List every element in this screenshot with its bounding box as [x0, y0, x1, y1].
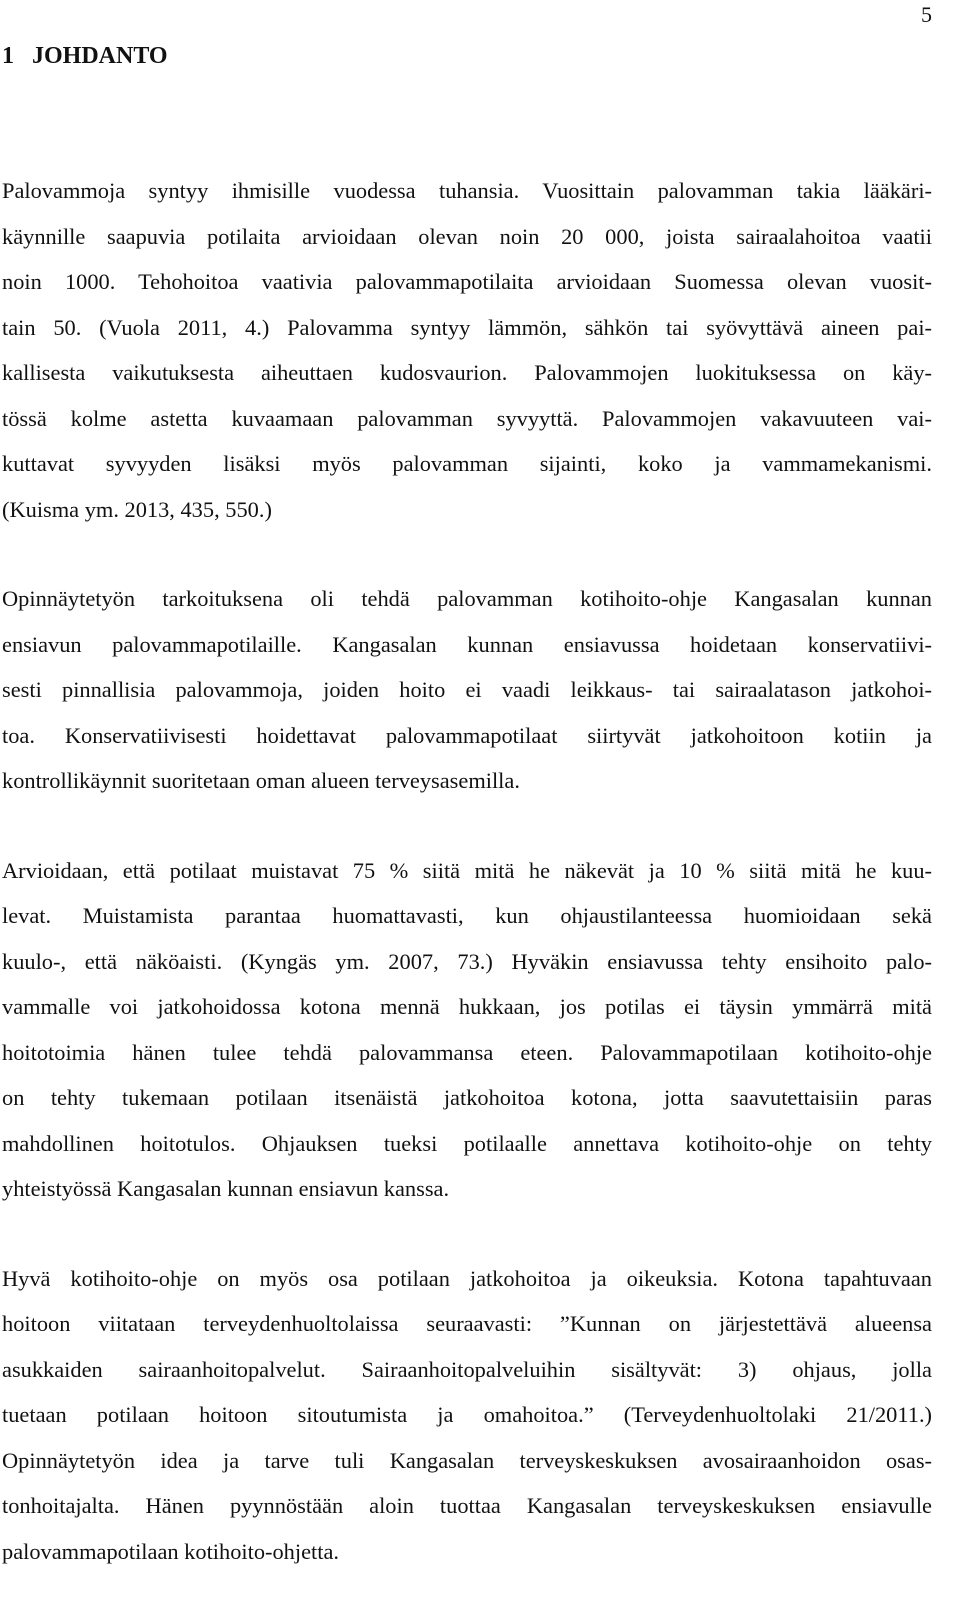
page-number: 5 — [921, 2, 932, 27]
chapter-heading: 1 JOHDANTO — [2, 43, 168, 69]
text-line: Opinnäytetyön tarkoituksena oli tehdä palovamman kotihoito-ohje Kangasalan kunnan — [2, 586, 932, 611]
text-line: kuulo-, että näköaisti. (Kyngäs ym. 2007, 73.) Hyväkin ensiavussa tehty ensihoito palo- — [2, 948, 932, 974]
text-line: tössä kolme astetta kuvaamaan palovamman syvyyttä. Palovammojen vakavuuteen vai- — [2, 405, 932, 431]
body-text — [2, 168, 932, 1618]
text-line: levat. Muistamista parantaa huomattavasti, kun ohjaustilanteessa huomioidaan sekä — [2, 903, 932, 928]
text-line: tonhoitajalta. Hänen pyynnöstään aloin tuottaa Kangasalan terveyskeskuksen ensiavulle — [2, 1493, 932, 1518]
paragraph-1 — [2, 168, 932, 532]
text-line: vammalle voi jatkohoidossa kotona mennä hukkaan, jos potilas ei täysin ymmärrä mitä — [2, 994, 932, 1019]
text-line: (Kuisma ym. 2013, 435, 550.) — [2, 496, 272, 522]
text-line: kontrollikäynnit suoritetaan oman alueen terveysasemilla. — [2, 768, 520, 793]
text-line: Hyvä kotihoito-ohje on myös osa potilaan jatkohoitoa ja oikeuksia. Kotona tapahtuvaan — [2, 1265, 932, 1291]
text-line: tain 50. (Vuola 2011, 4.) Palovamma syntyy lämmön, sähkön tai syövyttävä aineen pai- — [2, 314, 932, 340]
paragraph-2 — [2, 576, 932, 804]
text-line: hoitoon viitataan terveydenhuoltolaissa seuraavasti: ”Kunnan on järjestettävä alueensa — [2, 1311, 932, 1336]
text-line: asukkaiden sairaanhoitopalvelut. Sairaanhoitopalveluihin sisältyvät: 3) ohjaus, jolla — [2, 1356, 932, 1382]
text-line: noin 1000. Tehohoitoa vaativia palovammapotilaita arvioidaan Suomessa olevan vuosit- — [2, 269, 932, 294]
paragraph-3 — [2, 848, 932, 1212]
text-line: sesti pinnallisia palovammoja, joiden hoito ei vaadi leikkaus- tai sairaalatason jatkohoi- — [2, 677, 932, 702]
text-line: hoitotoimia hänen tulee tehdä palovammansa eteen. Palovammapotilaan kotihoito-ohje — [2, 1039, 932, 1065]
text-line: yhteistyössä Kangasalan kunnan ensiavun kanssa. — [2, 1176, 450, 1201]
text-line: tuetaan potilaan hoitoon sitoutumista ja omahoitoa.” (Terveydenhuoltolaki 21/2011.) — [2, 1402, 932, 1427]
paragraph-4 — [2, 1256, 932, 1575]
text-line: on tehty tukemaan potilaan itsenäistä jatkohoitoa kotona, jotta saavutettaisiin paras — [2, 1085, 932, 1110]
text-line: Arvioidaan, että potilaat muistavat 75 % siitä mitä he näkevät ja 10 % siitä mitä he kuu- — [2, 857, 932, 883]
text-line: toa. Konservatiivisesti hoidettavat palovammapotilaat siirtyvät jatkohoitoon kotiin ja — [2, 722, 932, 748]
text-line: kallisesta vaikutuksesta aiheuttaen kudosvaurion. Palovammojen luokituksessa on käy- — [2, 360, 932, 385]
text-line: ensiavun palovammapotilaille. Kangasalan kunnan ensiavussa hoidetaan konservatiivi- — [2, 631, 932, 657]
text-line: palovammapotilaan kotihoito-ohjetta. — [2, 1538, 340, 1564]
text-line: Palovammoja syntyy ihmisille vuodessa tuhansia. Vuosittain palovamman takia lääkäri- — [2, 178, 932, 203]
text-line: käynnille saapuvia potilaita arvioidaan olevan noin 20 000, joista sairaalahoitoa vaatii — [2, 223, 932, 249]
text-line: Opinnäytetyön idea ja tarve tuli Kangasalan terveyskeskuksen avosairaanhoidon osas- — [2, 1447, 932, 1473]
text-line: mahdollinen hoitotulos. Ohjauksen tueksi potilaalle annettava kotihoito-ohje on tehty — [2, 1130, 932, 1156]
text-line: kuttavat syvyyden lisäksi myös palovamman sijainti, koko ja vammamekanismi. — [2, 451, 932, 476]
